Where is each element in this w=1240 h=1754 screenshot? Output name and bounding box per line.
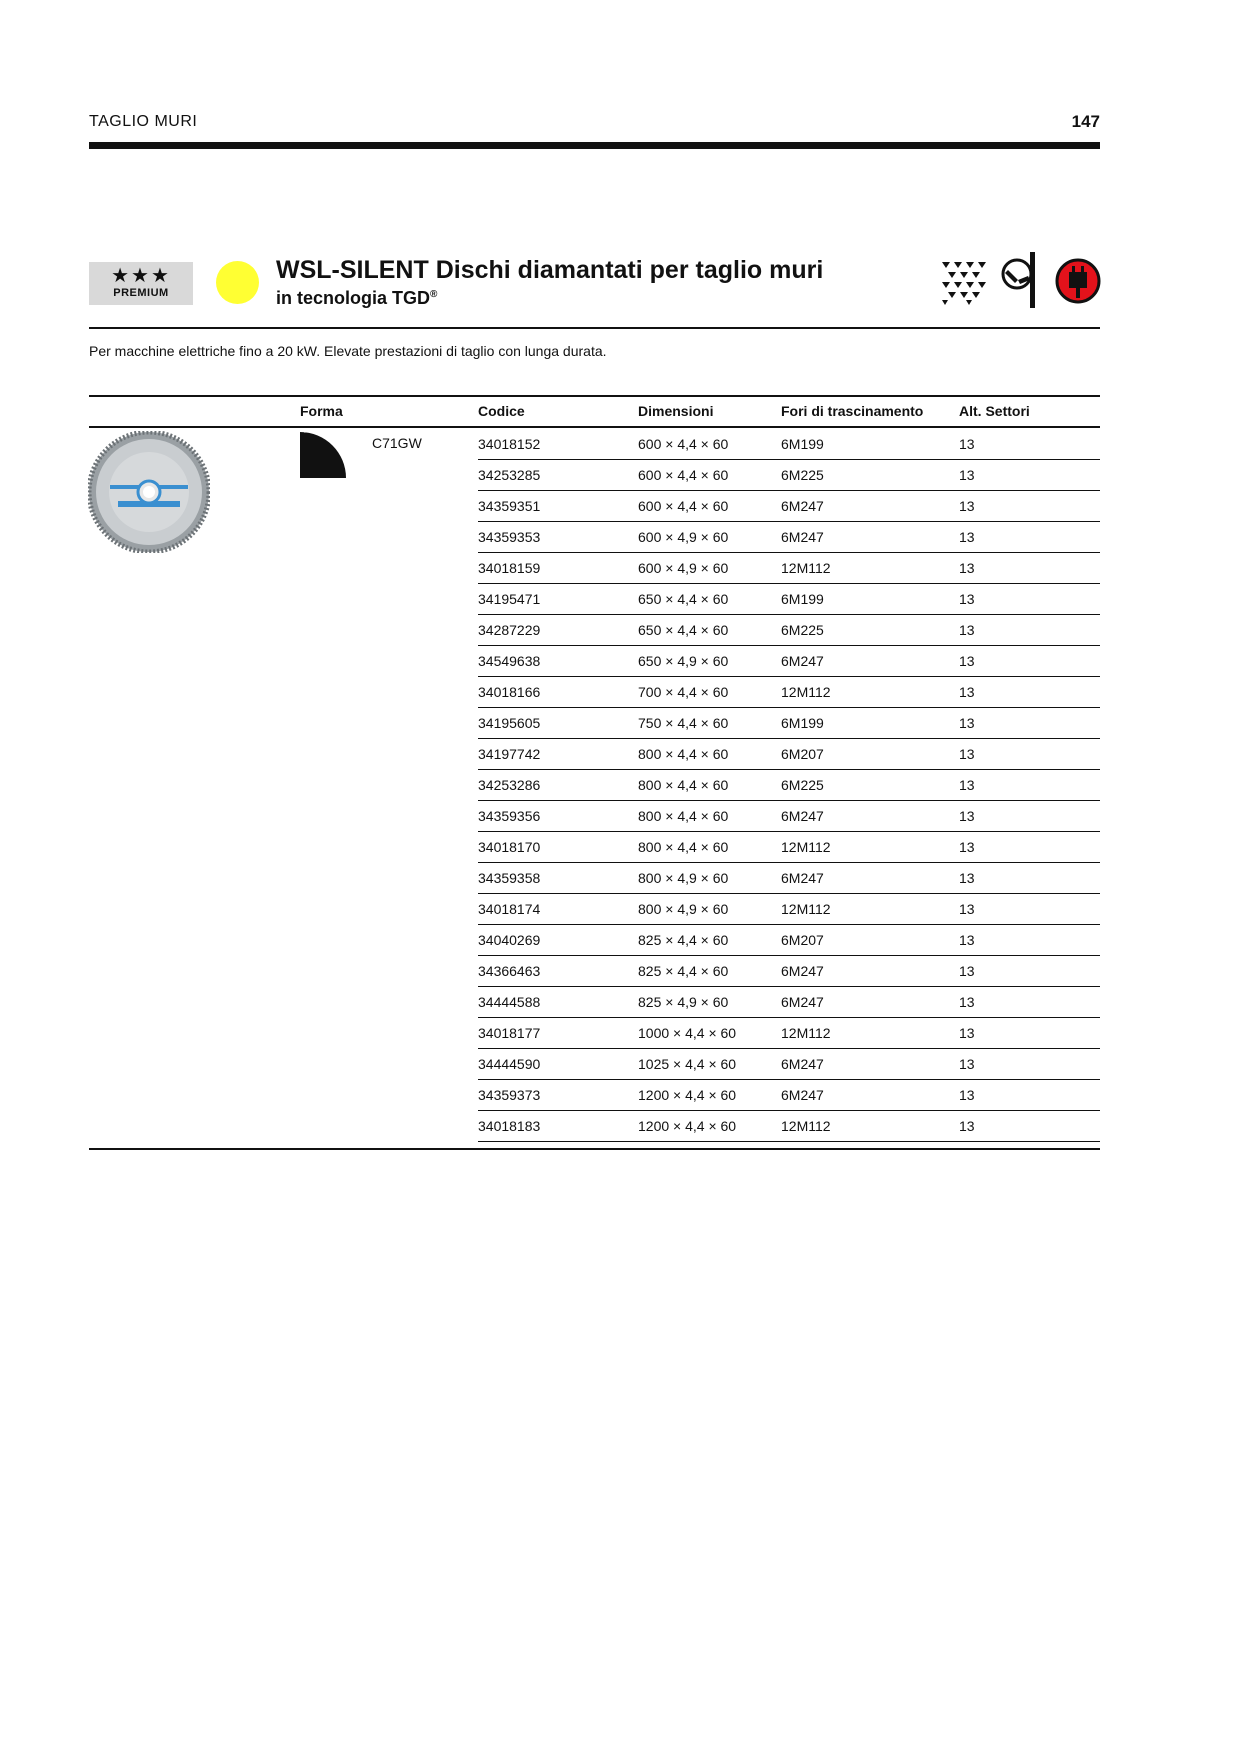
shape-code: C71GW bbox=[372, 435, 422, 451]
dimensioni-cell: 650 × 4,4 × 60 bbox=[638, 622, 729, 638]
dimensioni-cell: 800 × 4,4 × 60 bbox=[638, 839, 729, 855]
codice-cell: 34195471 bbox=[478, 591, 541, 607]
table-row bbox=[478, 645, 1100, 677]
premium-badge bbox=[89, 262, 193, 305]
fori-cell: 12M112 bbox=[781, 1025, 831, 1041]
fori-cell: 6M247 bbox=[781, 1056, 824, 1072]
settori-cell: 13 bbox=[959, 684, 975, 700]
settori-cell: 13 bbox=[959, 529, 975, 545]
dimensioni-cell: 825 × 4,4 × 60 bbox=[638, 932, 729, 948]
table-row bbox=[478, 583, 1100, 615]
codice-cell: 34197742 bbox=[478, 746, 541, 762]
codice-cell: 34549638 bbox=[478, 653, 541, 669]
codice-cell: 34018170 bbox=[478, 839, 541, 855]
registered-mark: ® bbox=[430, 289, 438, 300]
fori-cell: 6M247 bbox=[781, 870, 824, 886]
fori-cell: 6M225 bbox=[781, 622, 824, 638]
table-row bbox=[478, 614, 1100, 646]
codice-cell: 34018174 bbox=[478, 901, 541, 917]
codice-cell: 34444588 bbox=[478, 994, 541, 1010]
wall-saw-icon bbox=[1000, 252, 1042, 308]
dimensioni-cell: 600 × 4,4 × 60 bbox=[638, 498, 729, 514]
settori-cell: 13 bbox=[959, 715, 975, 731]
table-row bbox=[478, 738, 1100, 770]
dimensioni-cell: 800 × 4,9 × 60 bbox=[638, 870, 729, 886]
dimensioni-cell: 750 × 4,4 × 60 bbox=[638, 715, 729, 731]
codice-cell: 34018177 bbox=[478, 1025, 541, 1041]
yellow-dot-icon bbox=[216, 261, 259, 304]
dimensioni-cell: 1200 × 4,4 × 60 bbox=[638, 1118, 737, 1134]
codice-cell: 34040269 bbox=[478, 932, 541, 948]
settori-cell: 13 bbox=[959, 1087, 975, 1103]
header-fori: Fori di trascinamento bbox=[781, 403, 924, 419]
table-row bbox=[478, 986, 1100, 1018]
settori-cell: 13 bbox=[959, 808, 975, 824]
codice-cell: 34359351 bbox=[478, 498, 541, 514]
header-settori: Alt. Settori bbox=[959, 403, 1030, 419]
codice-cell: 34444590 bbox=[478, 1056, 541, 1072]
settori-cell: 13 bbox=[959, 467, 975, 483]
codice-cell: 34018159 bbox=[478, 560, 541, 576]
table-row bbox=[478, 831, 1100, 863]
fori-cell: 6M247 bbox=[781, 653, 824, 669]
table-row bbox=[478, 1079, 1100, 1111]
dimensioni-cell: 1025 × 4,4 × 60 bbox=[638, 1056, 737, 1072]
fori-cell: 6M247 bbox=[781, 529, 824, 545]
header-rule bbox=[89, 142, 1100, 149]
fori-cell: 6M247 bbox=[781, 994, 824, 1010]
dimensioni-cell: 800 × 4,4 × 60 bbox=[638, 746, 729, 762]
header-codice: Codice bbox=[478, 403, 525, 419]
fori-cell: 12M112 bbox=[781, 901, 831, 917]
settori-cell: 13 bbox=[959, 498, 975, 514]
product-subtitle bbox=[276, 288, 437, 309]
table-row bbox=[478, 800, 1100, 832]
codice-cell: 34359353 bbox=[478, 529, 541, 545]
fori-cell: 6M199 bbox=[781, 715, 824, 731]
codice-cell: 34359358 bbox=[478, 870, 541, 886]
settori-cell: 13 bbox=[959, 1118, 975, 1134]
settori-cell: 13 bbox=[959, 591, 975, 607]
settori-cell: 13 bbox=[959, 653, 975, 669]
codice-cell: 34018183 bbox=[478, 1118, 541, 1134]
settori-cell: 13 bbox=[959, 839, 975, 855]
table-row bbox=[478, 769, 1100, 801]
table-row bbox=[478, 490, 1100, 522]
table-row bbox=[478, 893, 1100, 925]
table-row bbox=[478, 1048, 1100, 1080]
dimensioni-cell: 600 × 4,9 × 60 bbox=[638, 529, 729, 545]
dimensioni-cell: 1000 × 4,4 × 60 bbox=[638, 1025, 737, 1041]
dimensioni-cell: 800 × 4,9 × 60 bbox=[638, 901, 729, 917]
title-rule bbox=[89, 327, 1100, 329]
fori-cell: 6M247 bbox=[781, 498, 824, 514]
electric-power-icon bbox=[1055, 258, 1101, 304]
fori-cell: 6M199 bbox=[781, 436, 824, 452]
table-row bbox=[478, 955, 1100, 987]
diamond-segments-icon bbox=[940, 260, 986, 306]
codice-cell: 34253285 bbox=[478, 467, 541, 483]
settori-cell: 13 bbox=[959, 870, 975, 886]
fori-cell: 6M225 bbox=[781, 777, 824, 793]
product-description: Per macchine elettriche fino a 20 kW. Elevate prestazioni di taglio con lunga durata. bbox=[89, 343, 607, 359]
codice-cell: 34253286 bbox=[478, 777, 541, 793]
settori-cell: 13 bbox=[959, 560, 975, 576]
table-row bbox=[478, 707, 1100, 739]
fori-cell: 6M247 bbox=[781, 808, 824, 824]
fori-cell: 6M207 bbox=[781, 746, 824, 762]
settori-cell: 13 bbox=[959, 932, 975, 948]
diamond-disc-image bbox=[88, 431, 210, 553]
disc-segment-shape-icon bbox=[300, 432, 346, 478]
dimensioni-cell: 700 × 4,4 × 60 bbox=[638, 684, 729, 700]
fori-cell: 6M247 bbox=[781, 1087, 824, 1103]
dimensioni-cell: 800 × 4,4 × 60 bbox=[638, 808, 729, 824]
table-row bbox=[478, 676, 1100, 708]
table-row bbox=[478, 459, 1100, 491]
settori-cell: 13 bbox=[959, 746, 975, 762]
dimensioni-cell: 650 × 4,4 × 60 bbox=[638, 591, 729, 607]
dimensioni-cell: 650 × 4,9 × 60 bbox=[638, 653, 729, 669]
premium-stars: ★★★ bbox=[111, 265, 171, 287]
table-row bbox=[478, 1017, 1100, 1049]
dimensioni-cell: 600 × 4,4 × 60 bbox=[638, 436, 729, 452]
table-row bbox=[478, 1110, 1100, 1142]
settori-cell: 13 bbox=[959, 436, 975, 452]
dimensioni-cell: 825 × 4,9 × 60 bbox=[638, 994, 729, 1010]
codice-cell: 34359373 bbox=[478, 1087, 541, 1103]
table-row bbox=[478, 862, 1100, 894]
fori-cell: 6M225 bbox=[781, 467, 824, 483]
fori-cell: 6M207 bbox=[781, 932, 824, 948]
table-top-rule bbox=[89, 395, 1100, 397]
section-label: TAGLIO MURI bbox=[89, 113, 198, 130]
table-bottom-rule bbox=[89, 1148, 1100, 1150]
dimensioni-cell: 825 × 4,4 × 60 bbox=[638, 963, 729, 979]
settori-cell: 13 bbox=[959, 901, 975, 917]
premium-label: PREMIUM bbox=[113, 287, 169, 299]
fori-cell: 12M112 bbox=[781, 560, 831, 576]
settori-cell: 13 bbox=[959, 994, 975, 1010]
codice-cell: 34366463 bbox=[478, 963, 541, 979]
product-title: WSL-SILENT Dischi diamantati per taglio muri bbox=[276, 256, 824, 284]
dimensioni-cell: 800 × 4,4 × 60 bbox=[638, 777, 729, 793]
header-dimensioni: Dimensioni bbox=[638, 403, 714, 419]
codice-cell: 34195605 bbox=[478, 715, 541, 731]
settori-cell: 13 bbox=[959, 963, 975, 979]
dimensioni-cell: 1200 × 4,4 × 60 bbox=[638, 1087, 737, 1103]
codice-cell: 34018166 bbox=[478, 684, 541, 700]
settori-cell: 13 bbox=[959, 622, 975, 638]
table-row bbox=[478, 521, 1100, 553]
fori-cell: 6M199 bbox=[781, 591, 824, 607]
codice-cell: 34018152 bbox=[478, 436, 541, 452]
dimensioni-cell: 600 × 4,9 × 60 bbox=[638, 560, 729, 576]
header-forma: Forma bbox=[300, 403, 343, 419]
product-subtitle-text: in tecnologia TGD bbox=[276, 288, 431, 308]
fori-cell: 12M112 bbox=[781, 684, 831, 700]
table-row bbox=[478, 552, 1100, 584]
dimensioni-cell: 600 × 4,4 × 60 bbox=[638, 467, 729, 483]
fori-cell: 6M247 bbox=[781, 963, 824, 979]
settori-cell: 13 bbox=[959, 1056, 975, 1072]
codice-cell: 34359356 bbox=[478, 808, 541, 824]
settori-cell: 13 bbox=[959, 777, 975, 793]
fori-cell: 12M112 bbox=[781, 1118, 831, 1134]
codice-cell: 34287229 bbox=[478, 622, 541, 638]
settori-cell: 13 bbox=[959, 1025, 975, 1041]
page-number: 147 bbox=[1071, 112, 1100, 131]
table-row bbox=[478, 924, 1100, 956]
table-row bbox=[478, 428, 1100, 460]
fori-cell: 12M112 bbox=[781, 839, 831, 855]
